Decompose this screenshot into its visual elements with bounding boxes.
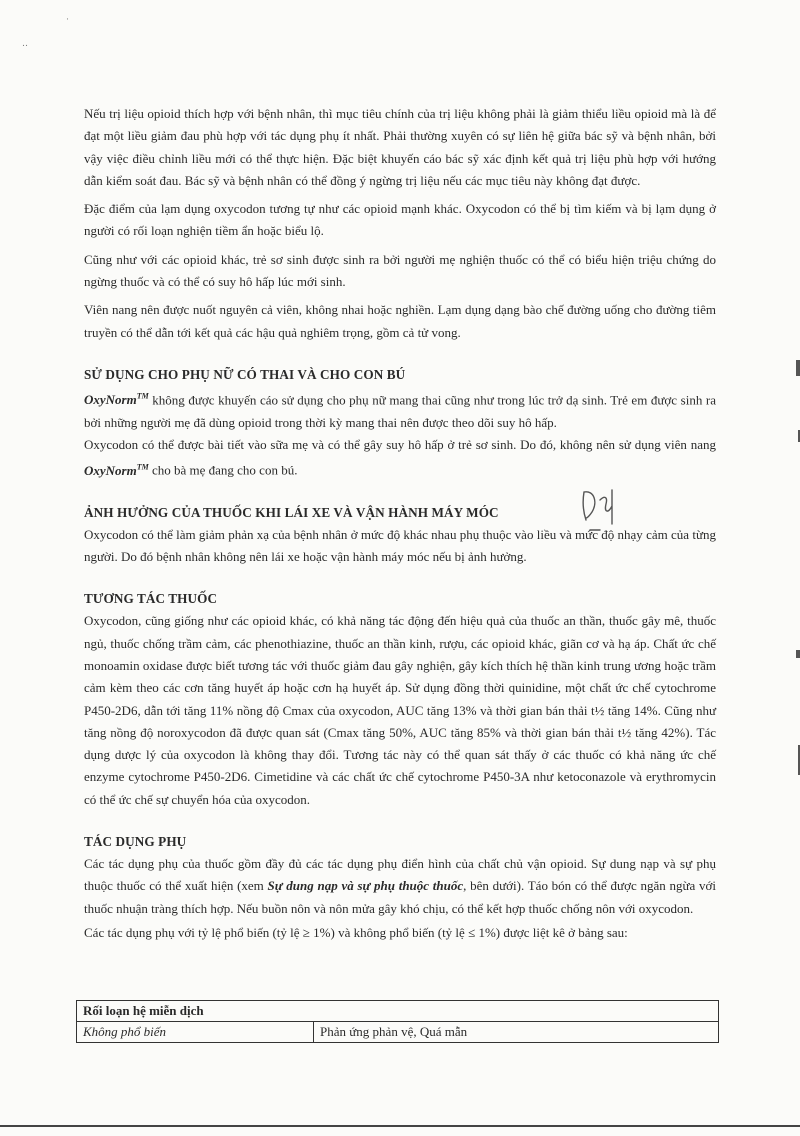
scan-edge-mark <box>796 650 800 658</box>
driving-paragraph: Oxycodon có thể làm giảm phản xạ của bệnh nhân ở mức độ khác nhau phụ thuộc vào liều và mức độ nhạy cảm của từng người. Do đó bệnh nhân không nên lái xe hoặc vận hành máy móc nếu bị ảnh hưởng. <box>84 526 716 565</box>
table-cell-effects: Phản ứng phản vệ, Quá mẫn <box>314 1022 719 1043</box>
table-row <box>77 1022 719 1043</box>
brand-name: OxyNorm™ <box>84 391 149 408</box>
table-header: Rối loạn hệ miễn dịch <box>77 1001 719 1022</box>
side-effects-paragraph: Các tác dụng phụ của thuốc gồm đầy đủ các tác dụng phụ điển hình của chất chủ vận opioid. Sự dung nạp và sự phụ thuộc thuốc có thể xuất hiện (xem Sự dung nạp và sự phụ thuộc thuốc, bên dưới). Táo bón có thể được ngăn ngừa với thuốc nhuận tràng thích hợp. Nếu buồn nôn và nôn mửa gây khó chịu, có thể kết hợp thuốc chống nôn với oxycodon. <box>84 856 716 916</box>
section-heading-pregnancy: SỬ DỤNG CHO PHỤ NỮ CÓ THAI VÀ CHO CON BÚ <box>84 366 406 382</box>
pregnancy-paragraph: Oxycodon có thể được bài tiết vào sữa mẹ và có thể gây suy hô hấp ở trẻ sơ sinh. Do đó, không nên sử dụng viên nang OxyNorm™ cho bà mẹ đang cho con bú. <box>84 436 716 478</box>
intro-paragraph: Nếu trị liệu opioid thích hợp với bệnh nhân, thì mục tiêu chính của trị liệu không phải là giảm thiểu liều opioid mà là để đạt một liều giảm đau phù hợp với tác dụng phụ ít nhất. Phải thường xuyên có sự liên hệ giữa bác sỹ và bệnh nhân, bởi vậy việc điều chỉnh liều mới có thể thực hiện. Đặc biệt khuyến cáo bác sỹ xác định kết quả trị liệu phù hợp với hướng dẫn kiểm soát đau. Bác sỹ và bệnh nhân có thể đồng ý ngừng trị liệu nếu các mục tiêu này không đạt được. <box>84 106 716 188</box>
intro-paragraph: Viên nang nên được nuốt nguyên cả viên, không nhai hoặc nghiền. Lạm dụng dạng bào chế đường uống cho đường tiêm truyền có thể dẫn tới kết quả các hậu quả nghiêm trọng, gồm cả tử vong. <box>84 302 716 340</box>
pregnancy-paragraph: OxyNorm™ không được khuyến cáo sử dụng cho phụ nữ mang thai cũng như trong lúc trở dạ sinh. Trẻ em được sinh ra bởi những người mẹ đã dùng opioid trong thời kỳ mang thai nên được theo dõi suy hô hấp. <box>84 391 716 430</box>
scan-edge-mark <box>796 360 800 376</box>
brand-name: OxyNorm™ <box>84 462 149 478</box>
intro-paragraph: Đặc điểm của lạm dụng oxycodon tương tự như các opioid mạnh khác. Oxycodon có thể bị tìm kiếm và bị lạm dụng ở người có rối loạn nghiện tiềm ẩn hoặc biểu lộ. <box>84 201 716 239</box>
section-heading-driving: ẢNH HƯỞNG CỦA THUỐC KHI LÁI XE VÀ VẬN HÀNH MÁY MÓC <box>84 504 499 520</box>
section-heading-interactions: TƯƠNG TÁC THUỐC <box>84 591 218 607</box>
page-bottom-edge <box>0 1125 800 1127</box>
table-cell-frequency: Không phổ biến <box>77 1022 314 1043</box>
scan-mark: · <box>66 14 69 24</box>
intro-paragraph: Cũng như với các opioid khác, trẻ sơ sinh được sinh ra bởi người mẹ nghiện thuốc có thể có biểu hiện triệu chứng do ngừng thuốc và có thể có suy hô hấp lúc mới sinh. <box>84 251 716 290</box>
cross-reference: Sự dung nạp và sự phụ thuộc thuốc <box>267 878 464 894</box>
interactions-paragraph: Oxycodon, cũng giống như các opioid khác, có khả năng tác động đến hiệu quả của thuốc an thần, thuốc gây mê, thuốc ngủ, thuốc chống trầm cảm, các phenothiazine, thuốc an thần kinh, rượu, các opioid khác, giãn cơ và hạ áp. Chất ức chế monoamin oxidase được biết tương tác với thuốc giảm đau gây nghiện, gây kích thích hệ thần kinh trung ương hoặc trầm cảm kèm theo các cơn tăng huyết áp hoặc cơn hạ huyết áp. Sử dụng đồng thời quinidine, một chất ức chế cytochrome P450-2D6, dẫn tới tăng 11% nồng độ Cmax của oxycodon, AUC tăng 13% và thời gian bán thải t½ tăng 14%. Cũng như tăng nồng độ noroxycodon đã được quan sát (Cmax tăng 50%, AUC tăng 85% và thời gian bán thải t½ tăng 42%). Tác dụng dược lý của oxycodon là không thay đổi. Tương tác này có thể quan sát thấy ở các thuốc có khả năng ức chế enzyme cytochrome P450-2D6. Cimetidine và các chất ức chế cytochrome P450-3A như ketoconazole và erythromycin có thể ức chế sự chuyển hóa của oxycodon. <box>84 613 716 807</box>
section-heading-side-effects: TÁC DỤNG PHỤ <box>84 834 187 850</box>
scan-mark: ‥ <box>22 38 29 48</box>
side-effects-table <box>76 1000 719 1043</box>
handwritten-initials <box>578 484 622 534</box>
side-effects-paragraph: Các tác dụng phụ với tỷ lệ phổ biến (tỷ lệ ≥ 1%) và không phổ biến (tỷ lệ ≤ 1%) được liệt kê ở bảng sau: <box>84 924 628 940</box>
